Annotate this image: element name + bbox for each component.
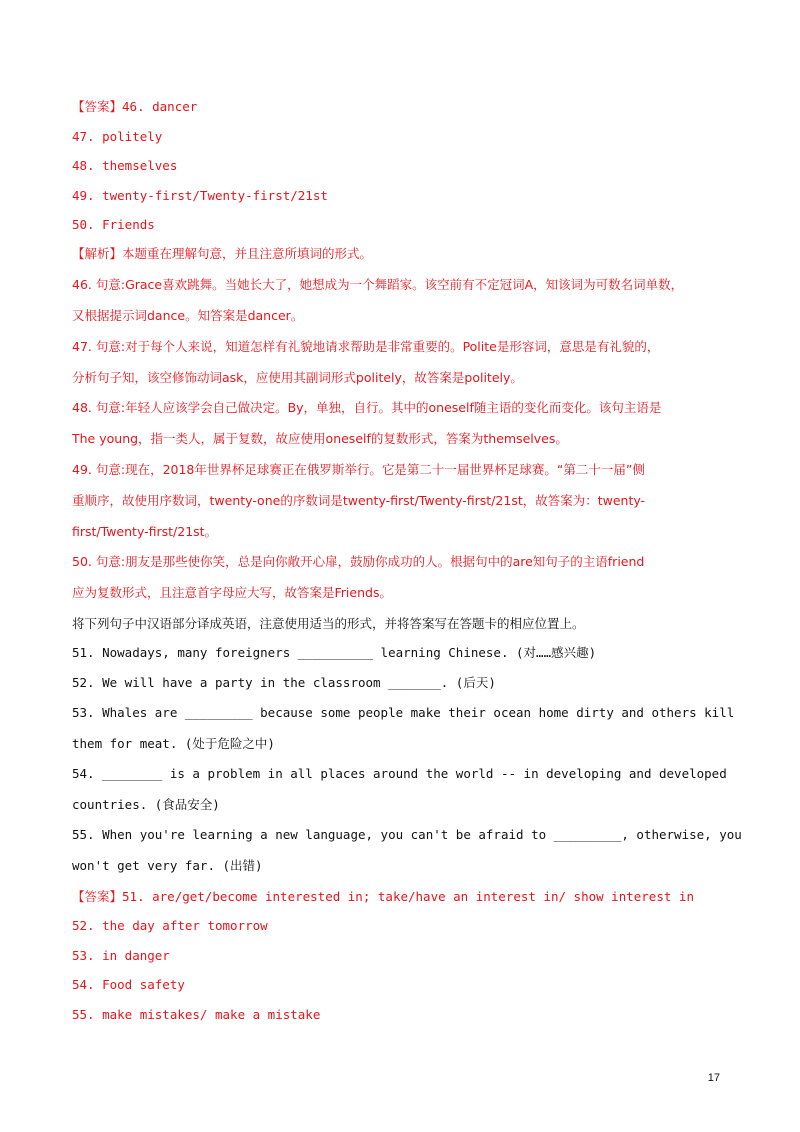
explanation-46-line1: 46. 句意:Grace喜欢跳舞。当她长大了，她想成为一个舞蹈家。该空前有不定冠词A，知该词为可数名词单数， [72,277,684,292]
answer-48: 48. themselves [72,158,178,173]
explanation-49-line1: 49. 句意:现在，2018年世界杯足球赛正在俄罗斯举行。它是第二十一届世界杯足球赛。“第二十一届”侧 [72,462,645,477]
page-number: 17 [707,1072,720,1084]
answer-46-line [72,97,730,117]
question-55-line1: 55. When you're learning a new language, you can't be afraid to _________, otherwise, you [72,827,742,842]
answer-49: 49. twenty-first/Twenty-first/21st [72,188,328,203]
answer-54: 54. Food safety [72,977,185,992]
analysis-intro-line [72,244,730,264]
section-instruction: 将下列句子中汉语部分译成英语，注意使用适当的形式，并将答案写在答题卡的相应位置上。 [72,616,585,631]
question-53-line1: 53. Whales are _________ because some people make their ocean home dirty and others kill [72,705,735,720]
explanation-48-line2: The young，指一类人，属于复数，故应使用oneself的复数形式，答案为themselves。 [72,431,568,446]
explanation-49-line2: 重顺序，故使用序数词，twenty-one的序数词是twenty-first/Twenty-first/21st，故答案为：twenty- [72,493,646,508]
explanation-47-line2: 分析句子知，该空修饰动词ask，应使用其副词形式politely，故答案是politely。 [72,370,523,385]
question-51: 51. Nowadays, many foreigners __________ learning Chinese. (对……感兴趣) [72,645,597,660]
explanation-50-line1: 50. 句意:朋友是那些使你笑，总是向你敞开心扉，鼓励你成功的人。根据句中的are知句子的主语friend [72,554,645,569]
question-54-line1: 54. ________ is a problem in all places around the world -- in developing and developed [72,766,727,781]
question-55-line2: won't get very far. (出错) [72,858,263,873]
answer-50: 50. Friends [72,217,155,232]
answer-53: 53. in danger [72,948,170,963]
explanation-47-line1: 47. 句意:对于每个人来说，知道怎样有礼貌地请求帮助是非常重要的。Polite是形容词，意思是有礼貌的， [72,339,660,354]
analysis-heading: 【解析】 [72,246,123,261]
question-53-line2: them for meat. (处于危险之中) [72,736,275,751]
answer-heading: 【答案】 [72,99,123,114]
answer-47: 47. politely [72,129,163,144]
explanation-50-line2: 应为复数形式，且注意首字母应大写，故答案是Friends。 [72,585,392,600]
answer-55: 55. make mistakes/ make a mistake [72,1007,321,1022]
analysis-intro: 本题重在理解句意，并且注意所填词的形式。 [122,246,373,261]
answer-52: 52. the day after tomorrow [72,918,268,933]
answer-51-line [72,887,730,907]
answer-46: 46. dancer [122,99,198,114]
answer-51: 51. are/get/become interested in; take/have an interest in/ show interest in [122,889,694,904]
explanation-46-line2: 又根据提示词dance。知答案是dancer。 [72,308,304,323]
question-54-line2: countries. (食品安全) [72,797,220,812]
explanation-49-line3: first/Twenty-first/21st。 [72,524,218,539]
explanation-48-line1: 48. 句意:年轻人应该学会自己做决定。By，单独，自行。其中的oneself随主语的变化而变化。该句主语是 [72,400,662,415]
question-52: 52. We will have a party in the classroom _______. (后天) [72,675,496,690]
answer-heading-b: 【答案】 [72,889,123,904]
